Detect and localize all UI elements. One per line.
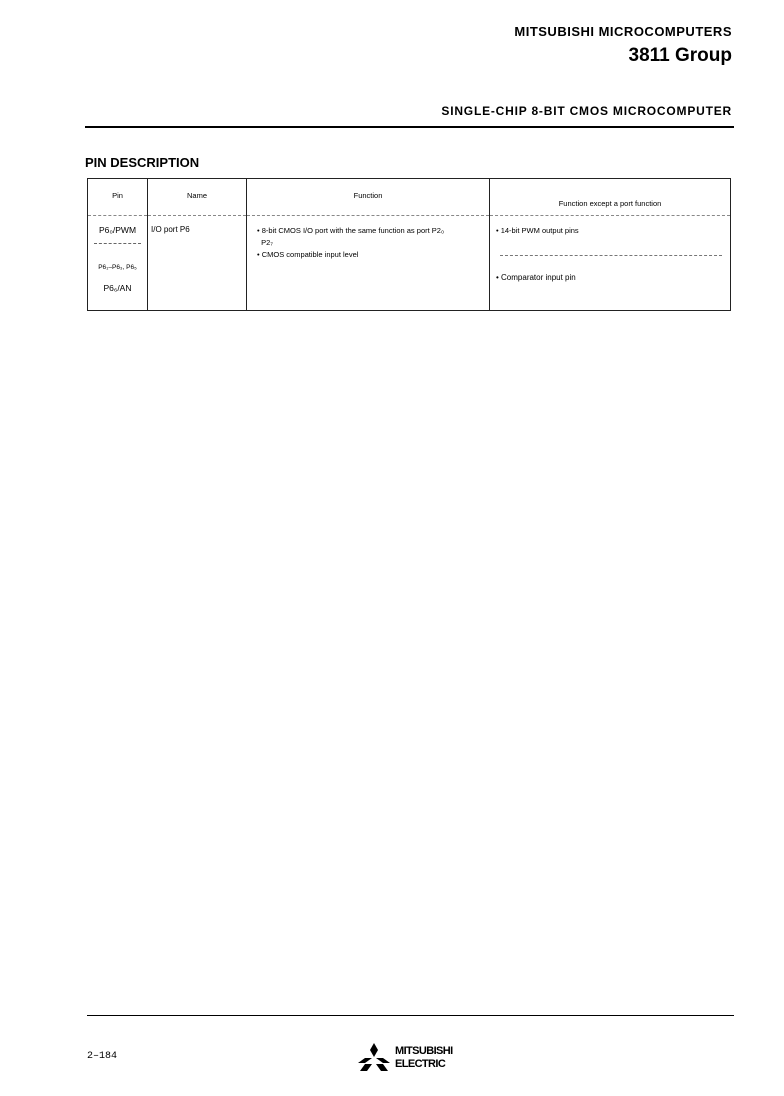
function-except-divider xyxy=(500,255,722,256)
header-function-except-label: Function except a port function xyxy=(558,199,662,208)
pin-cell xyxy=(88,216,148,311)
pin-description-table xyxy=(87,178,731,311)
document-subtitle: SINGLE-CHIP 8-BIT CMOS MICROCOMPUTER xyxy=(441,104,732,118)
pin-label-analog: P6₆/AN xyxy=(103,283,132,293)
function-cell xyxy=(247,216,490,311)
header-cell-function xyxy=(247,179,490,216)
footer-brand-line2: ELECTRIC xyxy=(395,1058,446,1070)
footer-divider xyxy=(87,1015,734,1016)
header-function-label: Function xyxy=(353,191,383,200)
footer-brand-line1: MITSUBISHI xyxy=(395,1045,453,1057)
pin-label-pwm: P6₀/PWM xyxy=(98,225,137,235)
header-cell-pin xyxy=(88,179,148,216)
document-group-title: 3811 Group xyxy=(628,45,732,66)
function-except-cell xyxy=(490,216,731,311)
port-name: I/O port P6 xyxy=(151,225,190,234)
table-header-row xyxy=(88,179,731,216)
header-cell-function-except xyxy=(490,179,731,216)
section-title: PIN DESCRIPTION xyxy=(85,155,200,170)
header-name-label: Name xyxy=(186,191,207,200)
page-number: 2–184 xyxy=(87,1051,118,1062)
mitsubishi-logo-icon xyxy=(357,1042,391,1072)
header-cell-name xyxy=(148,179,247,216)
function-line-2: P2₇ xyxy=(257,238,273,247)
function-except-line-2: • Comparator input pin xyxy=(496,273,576,282)
header-divider xyxy=(85,126,734,128)
function-line-1: • 8-bit CMOS I/O port with the same function as port P2₀ xyxy=(257,226,445,235)
pin-label-port-group: P6₁–P6₃, P6₅ xyxy=(98,264,137,271)
name-cell xyxy=(148,216,247,311)
function-except-line-1: • 14-bit PWM output pins xyxy=(496,226,579,235)
table-row xyxy=(88,216,731,311)
mitsubishi-logo-graphic xyxy=(357,1042,391,1072)
header-brand: MITSUBISHI MICROCOMPUTERS xyxy=(514,24,732,39)
header-pin-label: Pin xyxy=(112,191,123,200)
function-line-3: • CMOS compatible input level xyxy=(257,250,359,259)
